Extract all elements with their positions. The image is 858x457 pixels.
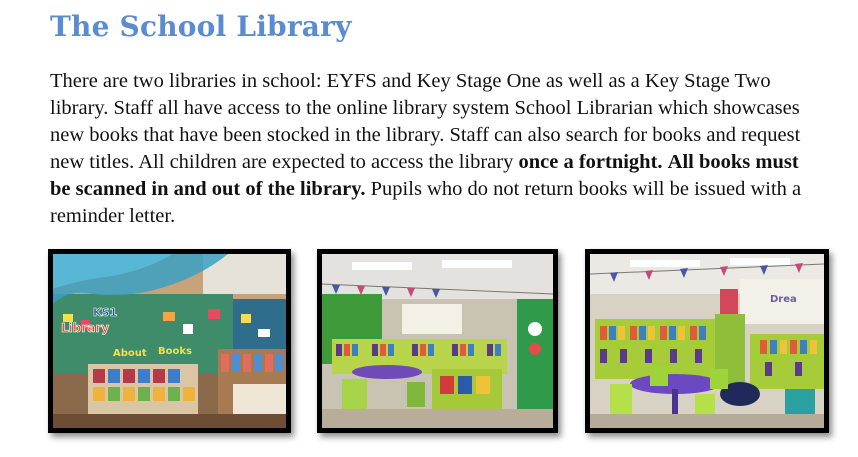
sign-ks1: KS1 bbox=[93, 306, 118, 319]
sign-about: About bbox=[113, 348, 147, 359]
ks1-library-photo bbox=[48, 249, 291, 433]
sign-library: Library bbox=[61, 321, 110, 335]
library-description bbox=[50, 68, 810, 230]
description-bold-scanning: All books must be scanned in and out of the library. bbox=[50, 151, 799, 200]
description-bold-frequency: once a fortnight. bbox=[518, 151, 663, 173]
description-text: There are two libraries in school: EYFS and Key Stage One as well as a Key Stage Two library. Staff all have access to the online library system School Librarian which showcases new books that have been stocked in the library. Staff can also search for books and request new titles. All children are expected to access the library bbox=[50, 70, 801, 173]
library-reading-area-image bbox=[590, 254, 824, 428]
description-text-reminder: Pupils who do not return books will be issued with a reminder letter. bbox=[50, 178, 802, 227]
library-reading-area-photo bbox=[585, 249, 829, 433]
page-title: The School Library bbox=[50, 10, 352, 43]
dream-banner: Drea bbox=[770, 294, 797, 305]
ks1-library-image bbox=[53, 254, 286, 428]
ks2-library-image bbox=[322, 254, 553, 428]
ks2-library-photo bbox=[317, 249, 558, 433]
sign-books: Books bbox=[158, 346, 192, 357]
